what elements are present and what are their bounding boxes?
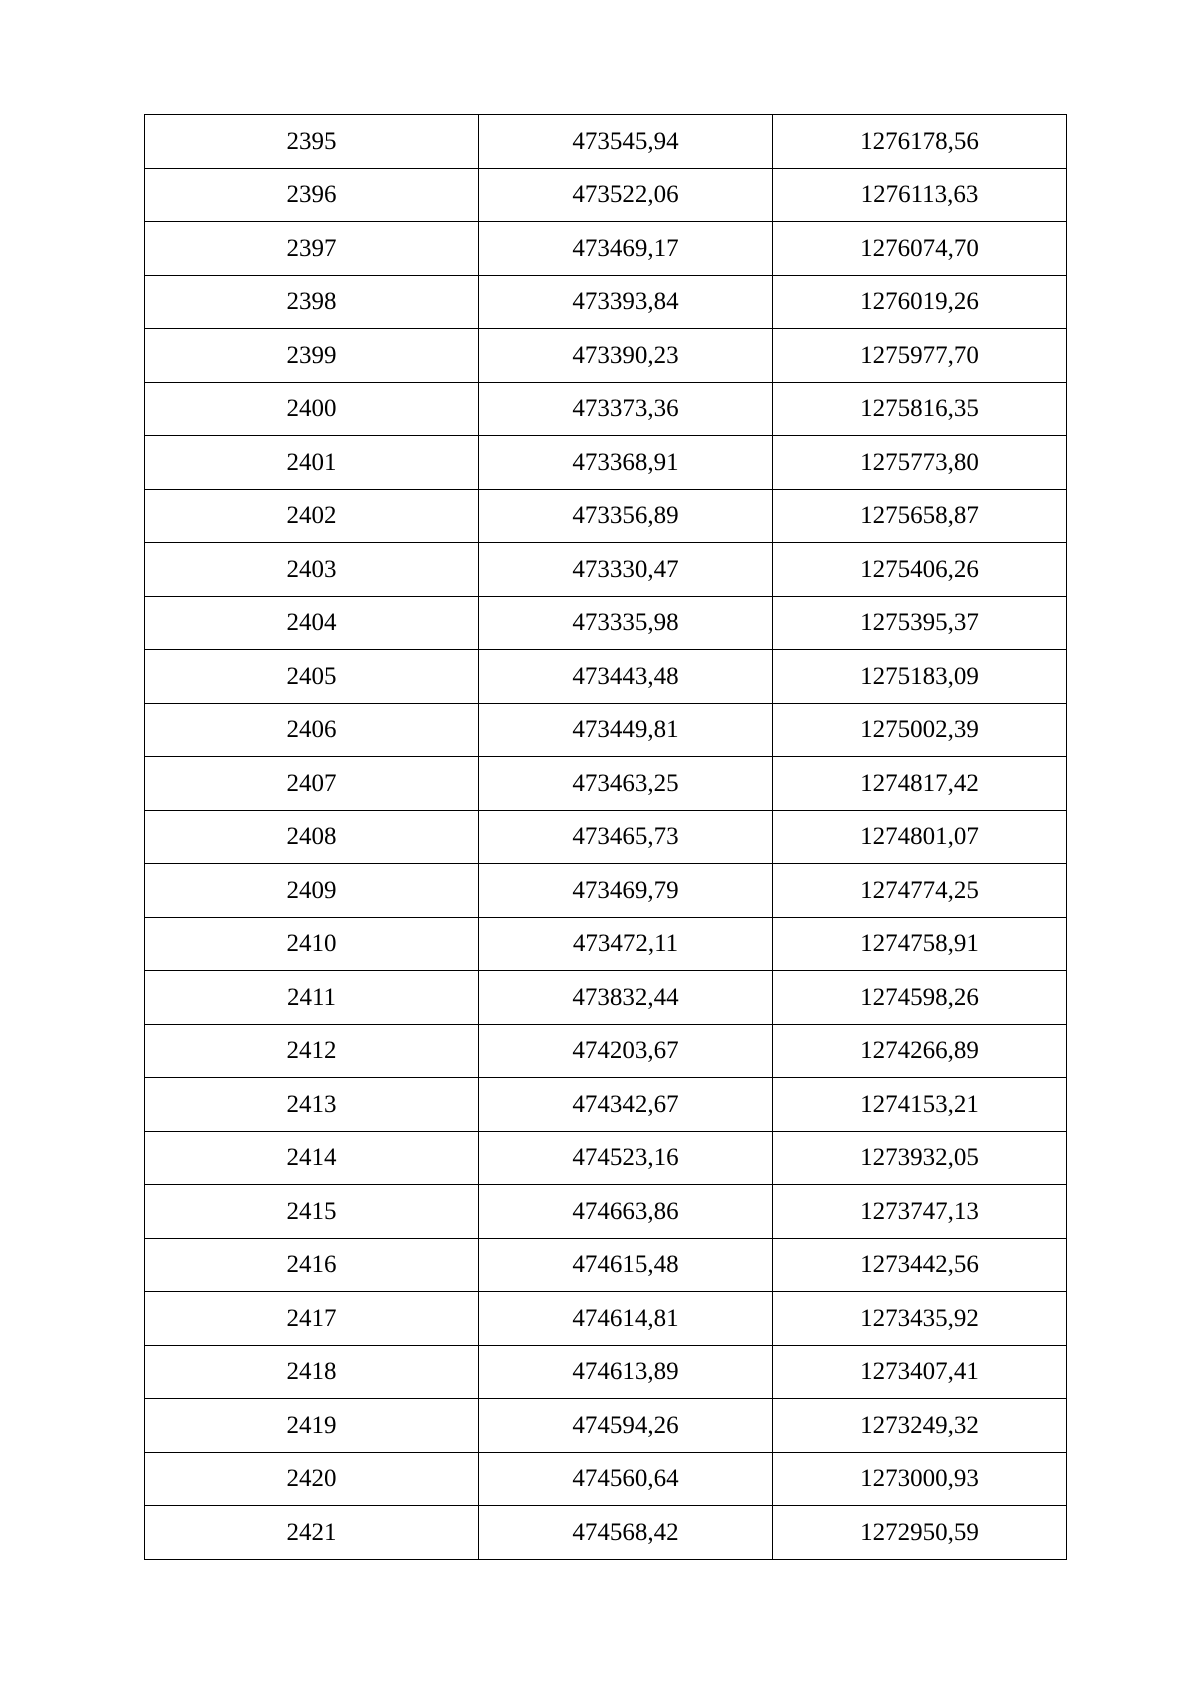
point-number-cell: 2409 (145, 864, 479, 918)
point-number-cell: 2415 (145, 1185, 479, 1239)
x-coordinate-cell: 473356,89 (479, 489, 773, 543)
x-coordinate-cell: 474614,81 (479, 1292, 773, 1346)
y-coordinate-cell: 1273249,32 (773, 1399, 1067, 1453)
point-number-cell: 2419 (145, 1399, 479, 1453)
y-coordinate-cell: 1273000,93 (773, 1452, 1067, 1506)
y-coordinate-cell: 1274598,26 (773, 971, 1067, 1025)
table-row (145, 275, 1067, 329)
point-number-cell: 2410 (145, 917, 479, 971)
x-coordinate-cell: 473335,98 (479, 596, 773, 650)
table-row (145, 917, 1067, 971)
point-number-cell: 2405 (145, 650, 479, 704)
x-coordinate-cell: 473463,25 (479, 757, 773, 811)
y-coordinate-cell: 1274774,25 (773, 864, 1067, 918)
table-row (145, 971, 1067, 1025)
x-coordinate-cell: 473373,36 (479, 382, 773, 436)
point-number-cell: 2399 (145, 329, 479, 383)
y-coordinate-cell: 1273442,56 (773, 1238, 1067, 1292)
y-coordinate-cell: 1275773,80 (773, 436, 1067, 490)
x-coordinate-cell: 473832,44 (479, 971, 773, 1025)
y-coordinate-cell: 1274801,07 (773, 810, 1067, 864)
table-row (145, 329, 1067, 383)
y-coordinate-cell: 1276074,70 (773, 222, 1067, 276)
x-coordinate-cell: 473449,81 (479, 703, 773, 757)
point-number-cell: 2403 (145, 543, 479, 597)
y-coordinate-cell: 1274266,89 (773, 1024, 1067, 1078)
x-coordinate-cell: 474560,64 (479, 1452, 773, 1506)
table-row (145, 810, 1067, 864)
table-row (145, 489, 1067, 543)
point-number-cell: 2398 (145, 275, 479, 329)
x-coordinate-cell: 474203,67 (479, 1024, 773, 1078)
y-coordinate-cell: 1275183,09 (773, 650, 1067, 704)
point-number-cell: 2408 (145, 810, 479, 864)
y-coordinate-cell: 1273747,13 (773, 1185, 1067, 1239)
y-coordinate-cell: 1273932,05 (773, 1131, 1067, 1185)
y-coordinate-cell: 1274817,42 (773, 757, 1067, 811)
table-row (145, 1185, 1067, 1239)
point-number-cell: 2406 (145, 703, 479, 757)
y-coordinate-cell: 1272950,59 (773, 1506, 1067, 1560)
x-coordinate-cell: 473443,48 (479, 650, 773, 704)
table-row (145, 757, 1067, 811)
y-coordinate-cell: 1276178,56 (773, 115, 1067, 169)
table-row (145, 436, 1067, 490)
table-row (145, 864, 1067, 918)
table-row (145, 1345, 1067, 1399)
point-number-cell: 2395 (145, 115, 479, 169)
point-number-cell: 2401 (145, 436, 479, 490)
table-row (145, 543, 1067, 597)
x-coordinate-cell: 474613,89 (479, 1345, 773, 1399)
x-coordinate-cell: 474523,16 (479, 1131, 773, 1185)
x-coordinate-cell: 474342,67 (479, 1078, 773, 1132)
table-row (145, 1131, 1067, 1185)
point-number-cell: 2407 (145, 757, 479, 811)
y-coordinate-cell: 1273407,41 (773, 1345, 1067, 1399)
point-number-cell: 2404 (145, 596, 479, 650)
point-number-cell: 2400 (145, 382, 479, 436)
coordinates-table (144, 114, 1067, 1560)
point-number-cell: 2413 (145, 1078, 479, 1132)
y-coordinate-cell: 1273435,92 (773, 1292, 1067, 1346)
table-row (145, 1024, 1067, 1078)
y-coordinate-cell: 1274153,21 (773, 1078, 1067, 1132)
y-coordinate-cell: 1276113,63 (773, 168, 1067, 222)
x-coordinate-cell: 473522,06 (479, 168, 773, 222)
x-coordinate-cell: 473472,11 (479, 917, 773, 971)
x-coordinate-cell: 473393,84 (479, 275, 773, 329)
x-coordinate-cell: 473545,94 (479, 115, 773, 169)
table-row (145, 650, 1067, 704)
x-coordinate-cell: 473368,91 (479, 436, 773, 490)
table-row (145, 382, 1067, 436)
table-row (145, 168, 1067, 222)
x-coordinate-cell: 474663,86 (479, 1185, 773, 1239)
y-coordinate-cell: 1275816,35 (773, 382, 1067, 436)
point-number-cell: 2412 (145, 1024, 479, 1078)
y-coordinate-cell: 1275406,26 (773, 543, 1067, 597)
table-row (145, 1078, 1067, 1132)
table-row (145, 1452, 1067, 1506)
point-number-cell: 2397 (145, 222, 479, 276)
y-coordinate-cell: 1275658,87 (773, 489, 1067, 543)
point-number-cell: 2416 (145, 1238, 479, 1292)
table-row (145, 703, 1067, 757)
point-number-cell: 2421 (145, 1506, 479, 1560)
point-number-cell: 2418 (145, 1345, 479, 1399)
x-coordinate-cell: 474594,26 (479, 1399, 773, 1453)
y-coordinate-cell: 1275977,70 (773, 329, 1067, 383)
point-number-cell: 2414 (145, 1131, 479, 1185)
x-coordinate-cell: 474615,48 (479, 1238, 773, 1292)
x-coordinate-cell: 473469,79 (479, 864, 773, 918)
y-coordinate-cell: 1275002,39 (773, 703, 1067, 757)
y-coordinate-cell: 1275395,37 (773, 596, 1067, 650)
coordinates-table-body (145, 115, 1067, 1560)
point-number-cell: 2417 (145, 1292, 479, 1346)
x-coordinate-cell: 473465,73 (479, 810, 773, 864)
x-coordinate-cell: 473330,47 (479, 543, 773, 597)
table-row (145, 1399, 1067, 1453)
point-number-cell: 2396 (145, 168, 479, 222)
table-row (145, 1292, 1067, 1346)
x-coordinate-cell: 473390,23 (479, 329, 773, 383)
table-row (145, 115, 1067, 169)
point-number-cell: 2402 (145, 489, 479, 543)
point-number-cell: 2411 (145, 971, 479, 1025)
y-coordinate-cell: 1274758,91 (773, 917, 1067, 971)
y-coordinate-cell: 1276019,26 (773, 275, 1067, 329)
table-row (145, 222, 1067, 276)
x-coordinate-cell: 474568,42 (479, 1506, 773, 1560)
table-row (145, 596, 1067, 650)
x-coordinate-cell: 473469,17 (479, 222, 773, 276)
point-number-cell: 2420 (145, 1452, 479, 1506)
table-row (145, 1506, 1067, 1560)
table-row (145, 1238, 1067, 1292)
